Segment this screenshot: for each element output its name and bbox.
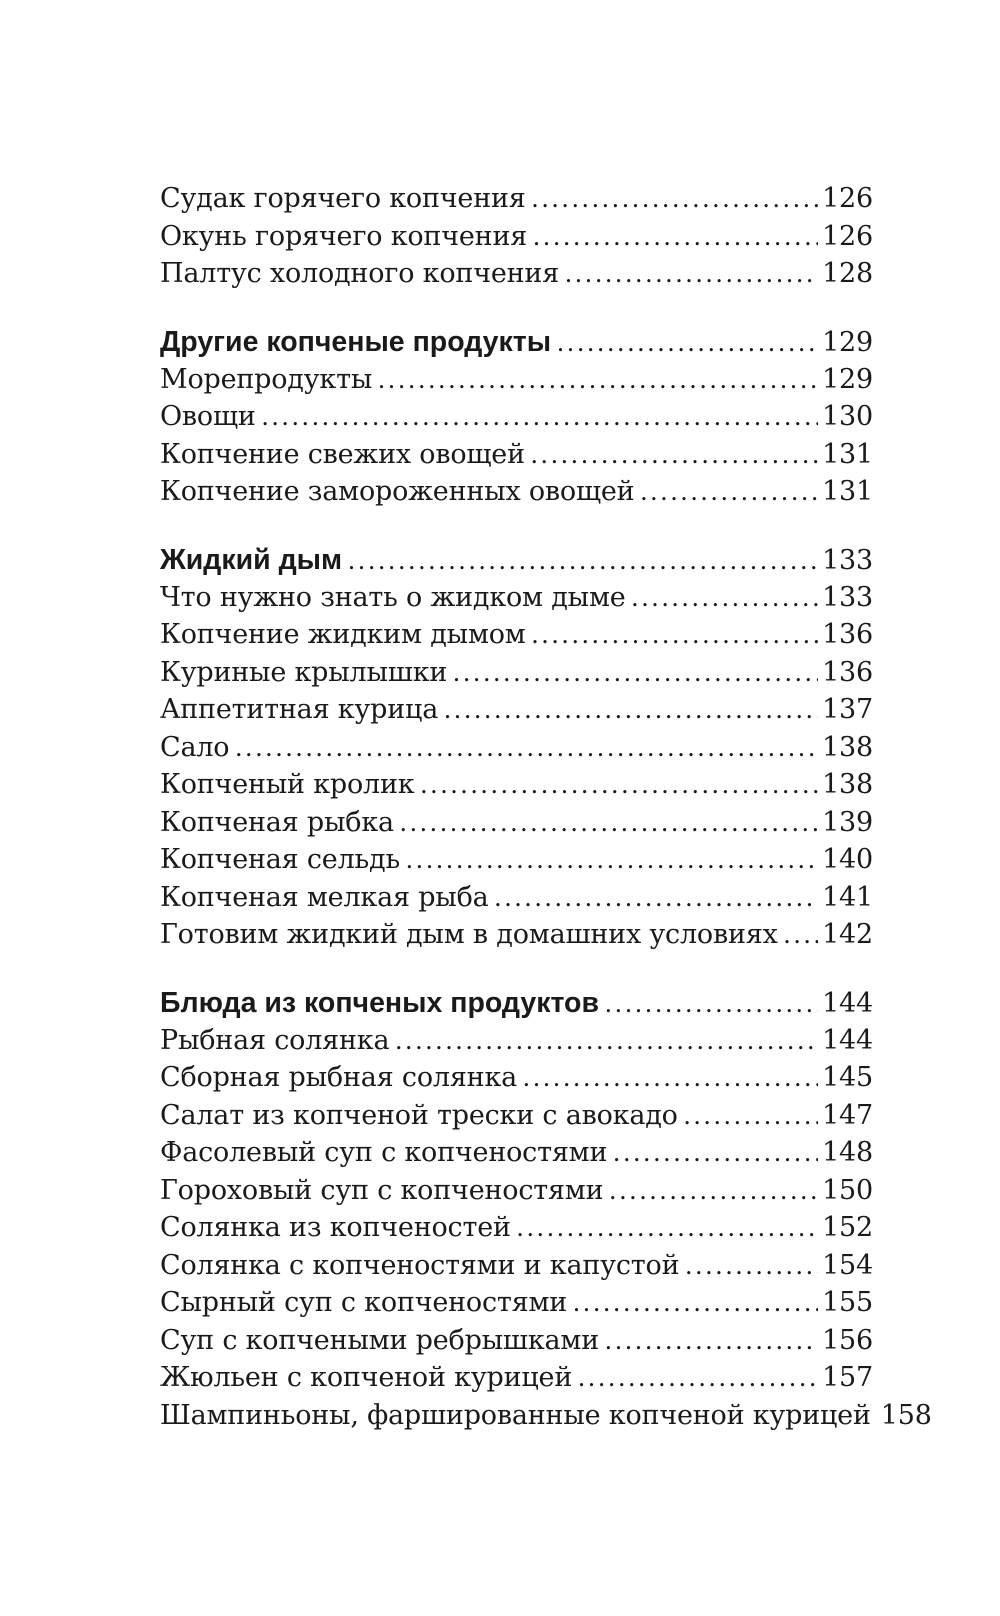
toc-entry-page: 152 — [822, 1212, 873, 1243]
toc-entry-page: 140 — [822, 844, 873, 875]
toc-entry[interactable] — [160, 439, 873, 477]
toc-entry[interactable] — [160, 1212, 873, 1250]
toc-entry[interactable] — [160, 657, 873, 695]
toc-entry-title: Копченая сельдь — [160, 844, 400, 875]
toc-entry-title: Сырный суп с копченостями — [160, 1287, 568, 1318]
toc-entry-title: Судак горячего копчения — [160, 183, 526, 214]
toc-section-liquid-smoke — [160, 544, 873, 957]
toc-entry-page: 150 — [822, 1174, 873, 1206]
toc-entry-title: Аппетитная курица — [160, 694, 439, 725]
toc-entry-title: Гороховый суп с копченостями — [160, 1174, 604, 1206]
toc-entry-title: Салат из копченой трески с авокадо — [160, 1099, 678, 1131]
toc-entry[interactable] — [160, 476, 873, 514]
dot-leader — [557, 327, 818, 358]
dot-leader — [378, 364, 818, 395]
dot-leader — [262, 401, 818, 432]
dot-leader — [395, 1025, 818, 1056]
dot-leader — [685, 1250, 818, 1281]
toc-entry-title: Овощи — [160, 401, 256, 432]
toc-entry-title: Окунь горячего копчения — [160, 220, 528, 252]
toc-entry-page: 131 — [822, 438, 873, 470]
toc-entry-title: Суп с копчеными ребрышками — [160, 1324, 600, 1356]
toc-entry[interactable] — [160, 1399, 932, 1438]
dot-leader — [495, 882, 819, 913]
toc-entry-page: 131 — [822, 476, 873, 507]
toc-entry-page: 133 — [822, 581, 873, 613]
toc-entry[interactable] — [160, 807, 873, 845]
dot-leader — [578, 1362, 818, 1393]
toc-section-heading[interactable] — [160, 987, 873, 1025]
toc-entry-page: 126 — [822, 220, 873, 252]
toc-entry[interactable] — [160, 221, 873, 259]
toc-entry-title: Готовим жидкий дым в домашних условиях — [160, 919, 778, 950]
toc-heading-page: 129 — [822, 326, 873, 358]
toc-entry-page: 157 — [822, 1362, 873, 1393]
dot-leader — [565, 258, 818, 289]
toc-entry-page: 139 — [822, 806, 873, 838]
toc-entry-page: 126 — [822, 183, 873, 214]
toc-entry[interactable] — [160, 183, 873, 221]
toc-entry-title: Копчение свежих овощей — [160, 438, 525, 470]
dot-leader — [784, 919, 818, 950]
toc-entry-title: Морепродукты — [160, 363, 373, 395]
toc-entry[interactable] — [160, 769, 873, 807]
toc-entry-page: 148 — [822, 1137, 873, 1168]
toc-entry-page: 155 — [822, 1287, 873, 1318]
table-of-contents — [160, 183, 932, 1437]
toc-entry-page: 136 — [822, 656, 873, 688]
toc-heading-page: 144 — [822, 987, 873, 1019]
toc-entry[interactable] — [160, 582, 873, 620]
toc-entry-title: Сборная рыбная солянка — [160, 1062, 518, 1093]
toc-entry-title: Копченый кролик — [160, 769, 415, 800]
toc-heading-title: Жидкий дым — [160, 543, 343, 576]
dot-leader — [533, 221, 818, 252]
toc-heading-title: Блюда из копченых продуктов — [160, 986, 599, 1019]
dot-leader — [532, 183, 818, 214]
toc-section-heading[interactable] — [160, 544, 873, 582]
toc-entry[interactable] — [160, 1325, 873, 1363]
dot-leader — [348, 545, 818, 576]
toc-entry-page: 158 — [880, 1399, 932, 1431]
toc-entry-page: 138 — [822, 731, 873, 763]
dot-leader — [400, 807, 818, 838]
dot-leader — [406, 844, 818, 875]
dot-leader — [573, 1287, 818, 1318]
toc-entry-title: Жюльен с копченой курицей — [160, 1362, 573, 1393]
toc-entry-page: 142 — [822, 919, 873, 950]
toc-entry[interactable] — [160, 1250, 873, 1288]
toc-heading-page: 133 — [822, 544, 873, 576]
dot-leader — [605, 988, 818, 1019]
toc-entry-title: Палтус холодного копчения — [160, 258, 560, 289]
toc-entry-page: 128 — [822, 258, 873, 289]
toc-entry-title: Копчение жидким дымом — [160, 619, 526, 650]
toc-entry[interactable] — [160, 1362, 873, 1400]
toc-entry-title: Копчение замороженных овощей — [160, 476, 635, 507]
dot-leader — [613, 1137, 818, 1168]
toc-entry[interactable] — [160, 919, 873, 957]
dot-leader — [609, 1175, 818, 1206]
dot-leader — [684, 1100, 818, 1131]
toc-entry[interactable] — [160, 694, 873, 732]
dot-leader — [640, 476, 818, 507]
toc-entry-page: 129 — [822, 363, 873, 395]
toc-entry[interactable] — [160, 1062, 873, 1100]
toc-entry-title: Что нужно знать о жидком дыме — [160, 581, 626, 613]
dot-leader — [532, 619, 818, 650]
toc-heading-title: Другие копченые продукты — [160, 325, 552, 358]
toc-entry[interactable] — [160, 258, 873, 296]
toc-entry-page: 144 — [822, 1024, 873, 1056]
toc-section-dishes — [160, 986, 932, 1438]
dot-leader — [444, 694, 818, 725]
toc-entry-page: 154 — [822, 1249, 873, 1281]
dot-leader — [605, 1325, 818, 1356]
toc-entry-title: Рыбная солянка — [160, 1024, 390, 1056]
toc-entry-page: 141 — [822, 881, 873, 913]
toc-entry-page: 156 — [822, 1324, 873, 1356]
toc-entry-title: Копченая мелкая рыба — [160, 881, 489, 913]
toc-entry-title: Шампиньоны, фаршированные копченой курицей — [160, 1399, 871, 1431]
toc-entry[interactable] — [160, 401, 873, 439]
toc-section-other-smoked-products — [160, 326, 873, 514]
dot-leader — [517, 1212, 818, 1243]
toc-entry-page: 147 — [822, 1099, 873, 1131]
toc-entry[interactable] — [160, 1175, 873, 1213]
toc-entry-title: Солянка из копченостей — [160, 1212, 511, 1243]
dot-leader — [523, 1062, 818, 1093]
toc-entry[interactable] — [160, 619, 873, 657]
toc-entry[interactable] — [160, 1025, 873, 1063]
toc-entry-title: Куриные крылышки — [160, 656, 448, 688]
toc-entry-page: 137 — [822, 694, 873, 725]
toc-entry-page: 145 — [822, 1062, 873, 1093]
dot-leader — [453, 657, 818, 688]
toc-entry-title: Фасолевый суп с копченостями — [160, 1137, 608, 1168]
toc-entry[interactable] — [160, 844, 873, 882]
toc-entry[interactable] — [160, 364, 873, 402]
toc-entry[interactable] — [160, 1287, 873, 1325]
toc-entry-page: 130 — [822, 401, 873, 432]
toc-entry[interactable] — [160, 1100, 873, 1138]
toc-entry-title: Солянка с копченостями и капустой — [160, 1249, 680, 1281]
toc-entry-page: 136 — [822, 619, 873, 650]
dot-leader — [632, 582, 819, 613]
toc-entry[interactable] — [160, 1137, 873, 1175]
toc-entry-title: Копченая рыбка — [160, 806, 394, 838]
toc-entry[interactable] — [160, 732, 873, 770]
toc-section-heading[interactable] — [160, 326, 873, 364]
toc-entry-page: 138 — [822, 769, 873, 800]
dot-leader — [420, 769, 818, 800]
toc-section-smoked-fish — [160, 183, 873, 296]
toc-entry-title: Сало — [160, 731, 230, 763]
dot-leader — [531, 439, 818, 470]
dot-leader — [235, 732, 818, 763]
toc-entry[interactable] — [160, 882, 873, 920]
